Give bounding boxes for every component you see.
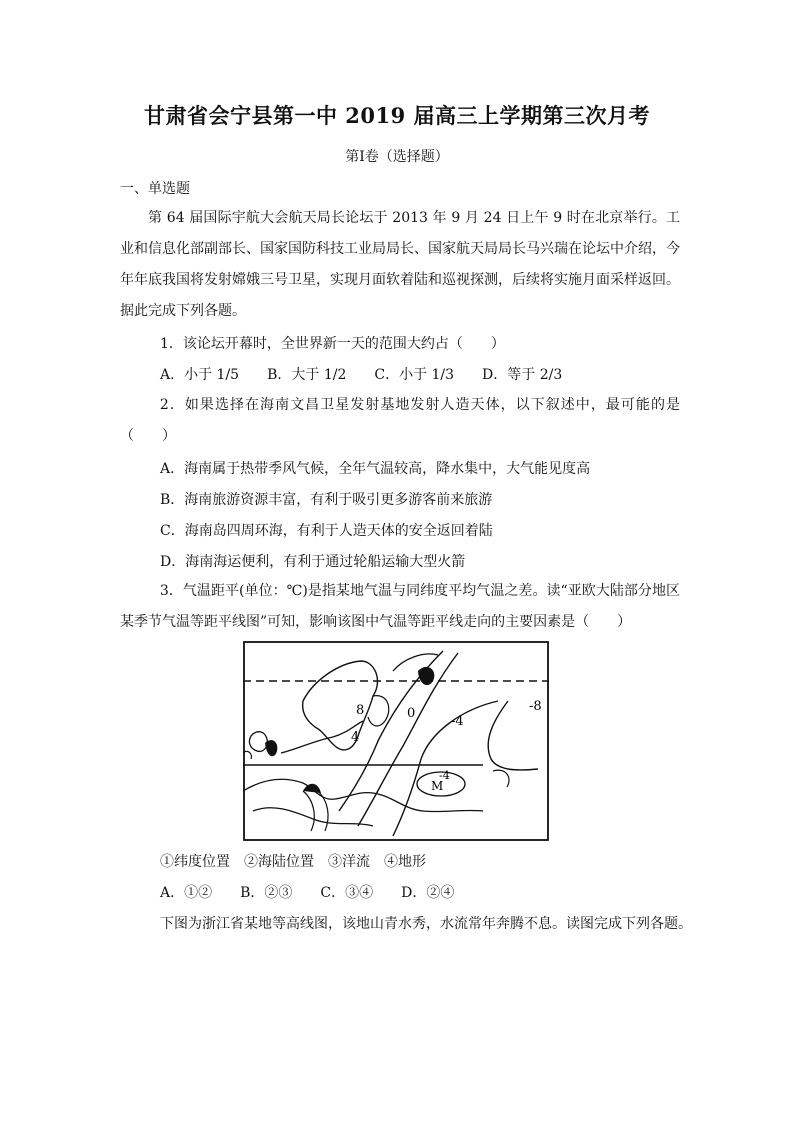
question-1-options: A．小于 1/5 B．大于 1/2 C．小于 1/3 D．等于 2/3 <box>160 367 563 383</box>
volume-subtitle: 第Ⅰ卷（选择题） <box>345 149 449 165</box>
question-2-option-b: B．海南旅游资源丰富，有利于吸引更多游客前来旅游 <box>160 492 493 508</box>
intro-paragraph: 第 64 届国际宇航大会航天局长论坛于 2013 年 9 月 24 日上午 9 时在北京举行。工业和信息化部副部长、国家国防科技工业局局长、国家航天局局长马兴瑞在论坛中介绍，今年年底我国将发射嫦娥三号卫星，实现月面软着陆和巡视探测，后续将实施月面采样返回。据此完成下列各题。 <box>120 210 680 319</box>
next-section-intro: 下图为浙江省某地等高线图，该地山青水秀，水流常年奔腾不息。读图完成下列各题。 <box>160 916 692 932</box>
question-2-option-a: A．海南属于热带季风气候，全年气温较高，降水集中，大气能见度高 <box>160 461 591 477</box>
section-heading: 一、单选题 <box>120 181 190 197</box>
exam-title: 甘肃省会宁县第一中 2019 届高三上学期第三次月考 <box>143 103 651 128</box>
temperature-anomaly-map <box>243 641 549 841</box>
isoline-label-minus-4: -4 <box>451 714 464 729</box>
question-2-option-c: C．海南岛四周环海，有利于人造天体的安全返回着陆 <box>160 523 493 539</box>
question-2-option-d: D．海南海运便利，有利于通过轮船运输大型火箭 <box>160 554 466 570</box>
isoline-label-8: 8 <box>356 703 365 718</box>
question-2-stem: 2．如果选择在海南文昌卫星发射基地发射人造天体，以下叙述中，最可能的是（ ） <box>120 397 680 444</box>
isoline-label-minus-8: -8 <box>529 699 542 714</box>
question-3-factors: ①纬度位置 ②海陆位置 ③洋流 ④地形 <box>160 854 426 870</box>
isoline-label-0: 0 <box>407 706 416 721</box>
question-3-options: A．①② B．②③ C．③④ D．②④ <box>160 885 455 901</box>
map-point-m: M <box>431 779 444 793</box>
isoline-label-minus-4-closed: -4 <box>439 769 450 782</box>
isoline-label-4: 4 <box>351 730 360 745</box>
question-1-stem: 1．该论坛开幕时，全世界新一天的范围大约占（ ） <box>160 336 505 352</box>
question-3-stem: 3．气温距平(单位：℃)是指某地气温与同纬度平均气温之差。读“亚欧大陆部分地区某季节气温等距平线图”可知，影响该图中气温等距平线走向的主要因素是（ ） <box>120 583 680 630</box>
